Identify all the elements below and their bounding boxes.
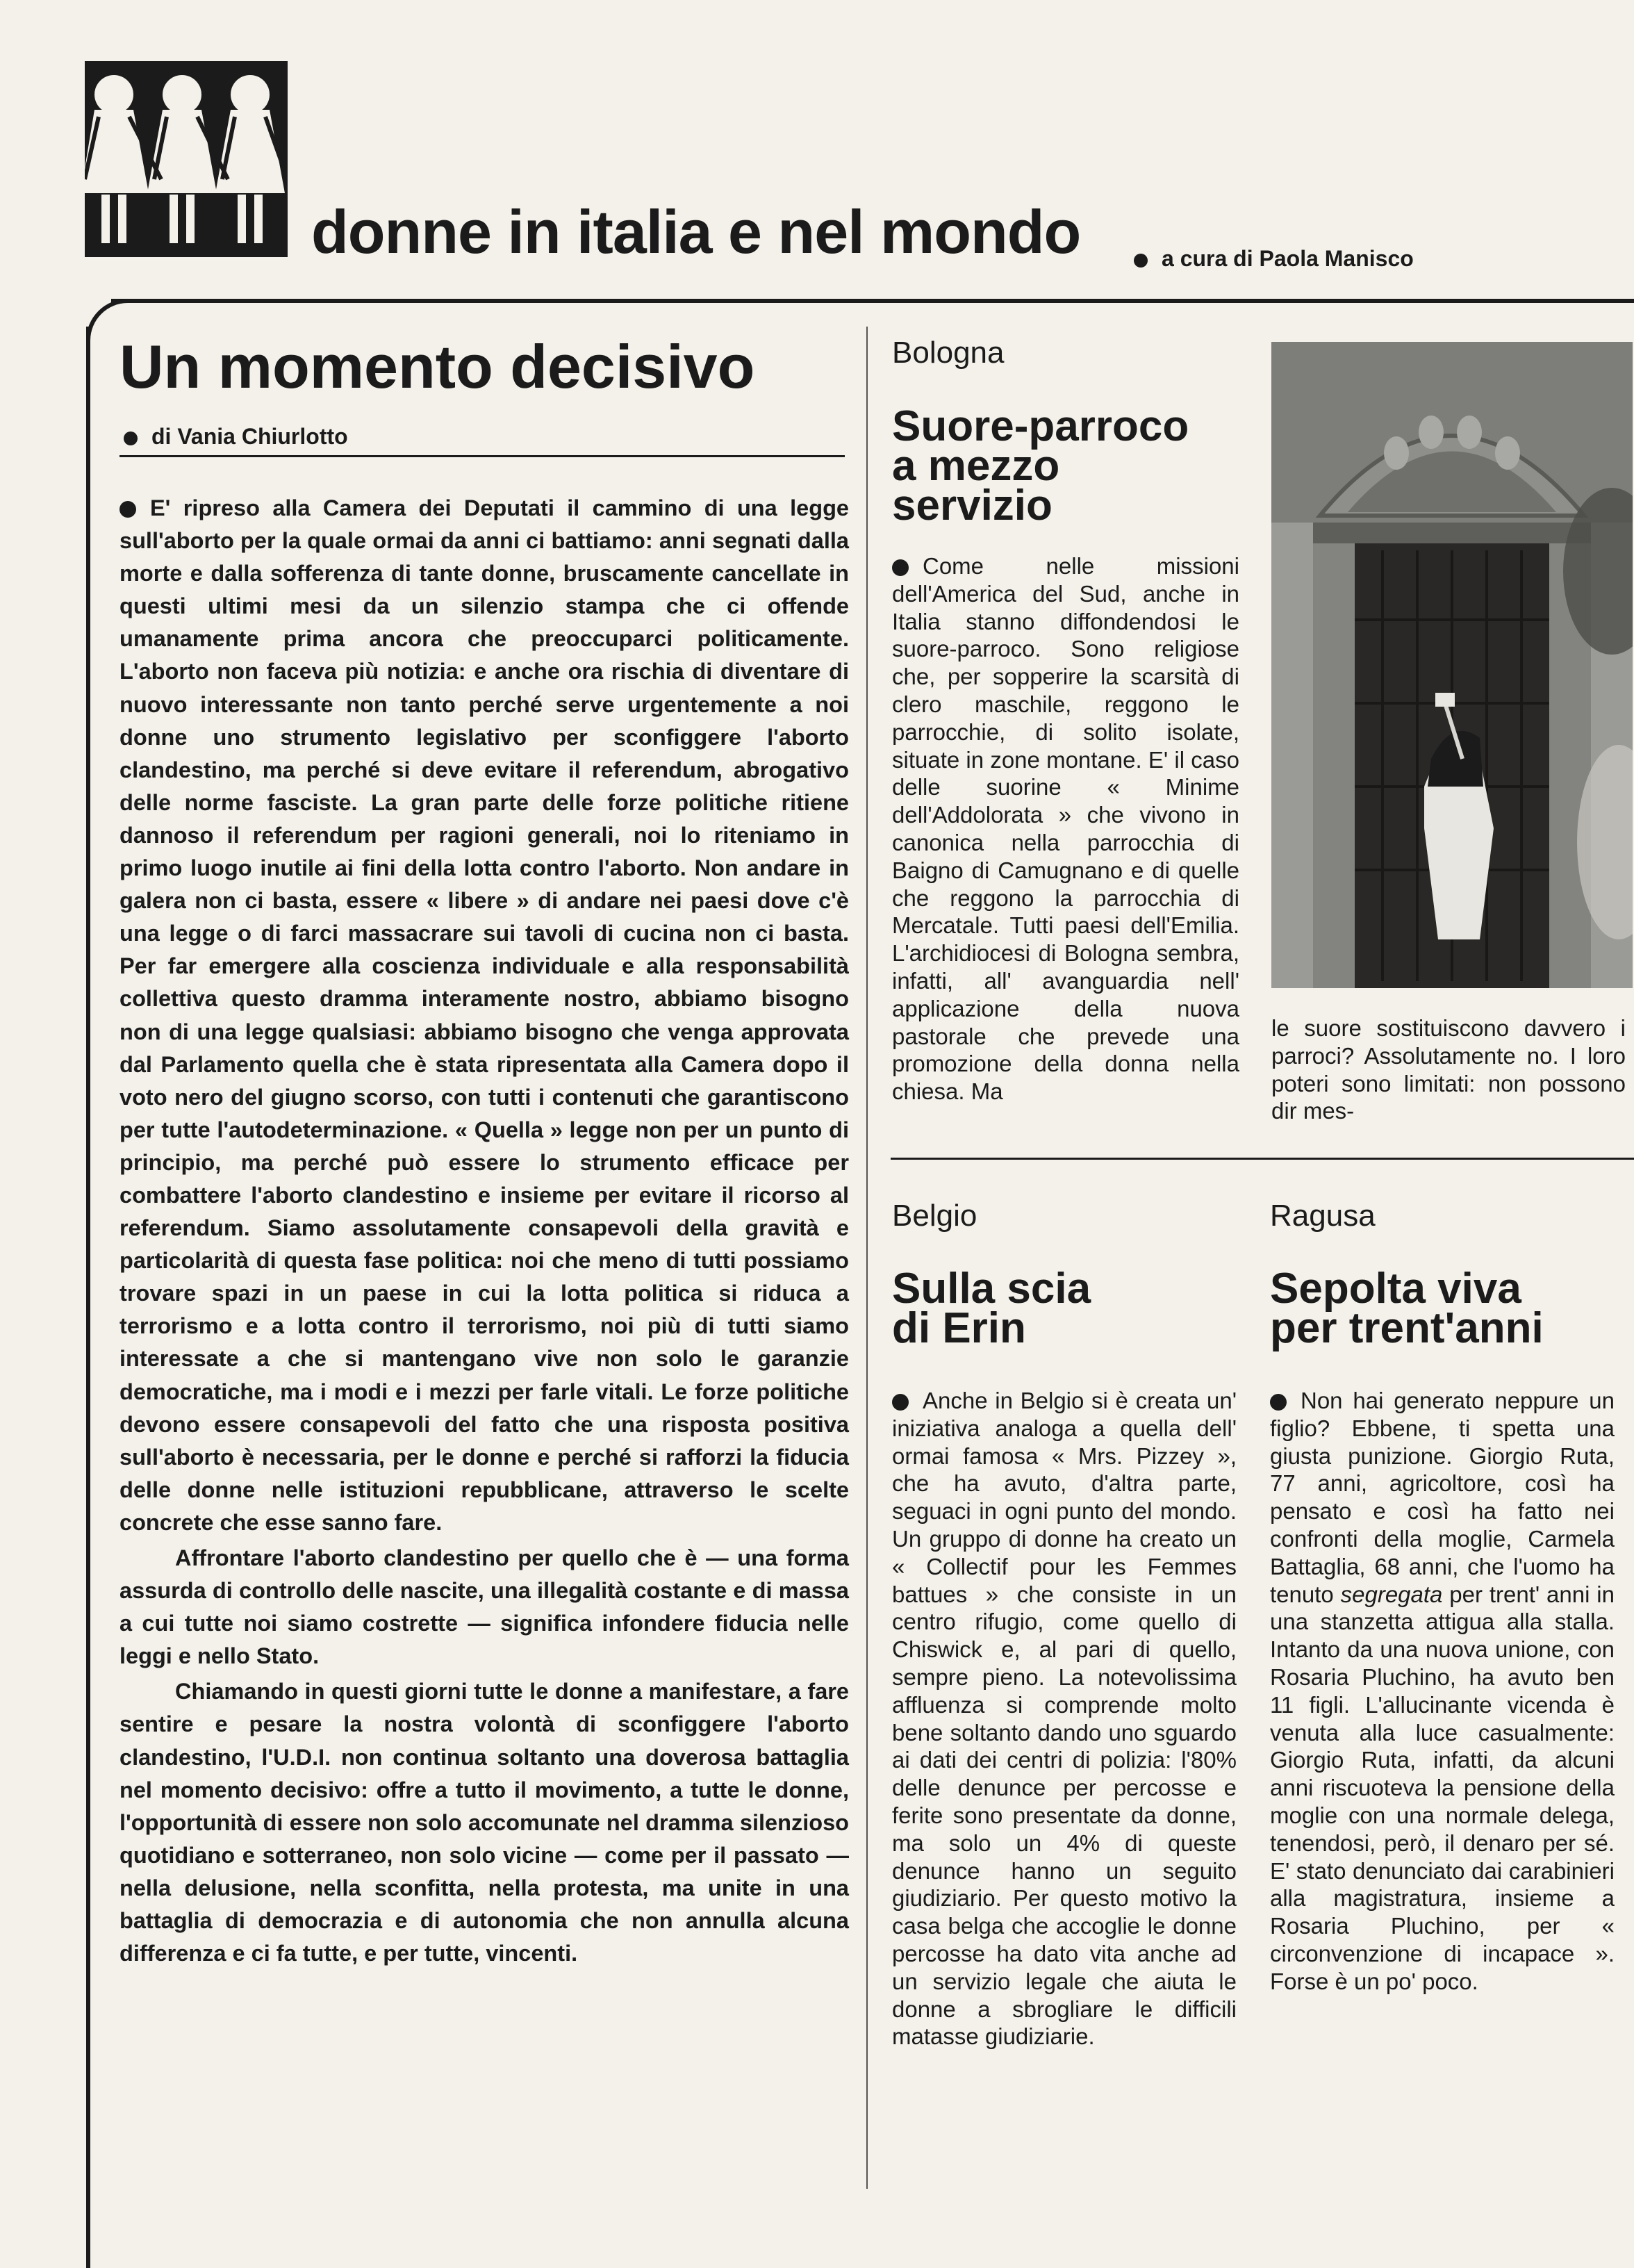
bologna-title-line: servizio: [892, 482, 1053, 529]
frame-left-rule: [86, 327, 90, 2268]
main-paragraph-3: Chiamando in questi giorni tutte le donne a manifestare, a fare sentire e pesare la nostra volontà di sconfiggere l'aborto clandestino, l'U.D.I. non continua soltanto una doverosa battaglia nel momento decisivo: offre a tutto il movimento, a tutte le donne, l'opportunità di essere non solo accomunate nel dramma silenzioso quotidiano e sotterraneo, non solo vicine — come per il passato — nella delusione, nella sconfitta, nella protesta, ma unite in una battaglia di democrazia e di autonomia che non annulla alcuna differenza e ci fa tutte, e per tutte, vincenti.: [119, 1679, 849, 1966]
bologna-place: Bologna: [892, 336, 1005, 370]
bullet-icon: [892, 1394, 909, 1411]
ragusa-body-text-end: per trent' anni in una stanzetta attigua alla stalla. Intanto da una nuova unione, con Rosaria Pluchino, ha avuto ben 11 figli. L'allucinante vicenda è venuta alla luce casualmente: Giorgio Ruta, infatti, da alcuni anni riscuoteva la pensione della moglie con una normale delega, tenendosi, però, il denaro per sé. E' stato denunciato dai carabinieri alla magistratura, insieme a Rosaria Pluchino, per « circonvenzione di incapace ». Forse è un po' poco.: [1270, 1581, 1615, 1994]
bologna-body-continued: [1271, 1014, 1626, 1125]
ragusa-body: [1270, 1387, 1615, 1996]
ragusa-title-line: per trent'anni: [1270, 1304, 1544, 1352]
editor-name: a cura di Paola Manisco: [1162, 246, 1414, 271]
side-section-divider: [891, 1158, 1634, 1160]
belgio-place: Belgio: [892, 1199, 977, 1233]
belgio-body-text: Anche in Belgio si è creata un' iniziativa analoga a quella dell' ormai famosa « Mrs. Pizzey », che ha avuto, d'altra parte, seguaci in ogni punto del mondo. Un gruppo di donne ha creato un « Collectif pour les Femmes battues » che consiste in un centro rifugio, come quello di Chiswick e, al pari di quello, sempre pieno. La notevolissima affluenza si comprende molto bene soltanto dando uno sguardo ai dati dei centri di polizia: l'80% delle denunce per percosse e ferite sono presentate da donne, ma solo un 4% di queste denunce hanno un seguito giudiziario. Per questo motivo la casa belga che accoglie le donne percosse ha dato vita anche ad un servizio legale che aiuta le donne a sbrogliare le difficili matasse giudiziarie.: [892, 1388, 1237, 2050]
bologna-body-text: Come nelle missioni dell'America del Sud, anche in Italia stanno diffondendosi le suore-parroco. Sono religiose che, per sopperire la scarsità di clero maschile, reggono le parrocchie, di solito isolate, situate in zone montane. E' il caso delle suorine « Minime dell'Addolorata » che vivono in canonica nella parrocchia di Baigno di Camugnano e di quelle che reggono la parrocchia di Mercatale. Tutti paesi dell'Emilia. L'archidiocesi di Bologna sembra, infatti, all' avanguardia nell' applicazione della nuova pastorale che prevede una promozione della donna nella chiesa. Ma: [892, 553, 1239, 1105]
bullet-icon: [1270, 1394, 1287, 1411]
bullet-icon: [119, 501, 136, 518]
bologna-body-continued-text: le suore sostituiscono davvero i parroci? Assolutamente no. I loro poteri sono limitati: non possono dir mes-: [1271, 1015, 1626, 1124]
bologna-title: [892, 402, 1253, 529]
main-article-byline: [124, 424, 348, 450]
main-article-body: [119, 492, 849, 1970]
bologna-title-line: a mezzo: [892, 442, 1060, 490]
section-title: donne in italia e nel mondo: [311, 197, 1081, 266]
nun-at-church-door-photo: [1271, 342, 1633, 988]
header-rule: [111, 299, 1634, 303]
main-paragraph-1-text: E' ripreso alla Camera dei Deputati il cammino di una legge sull'aborto per la quale ormai da anni ci battiamo: anni segnati dalla morte e dalla sofferenza di tante donne, bruscamente cancellate in questi ultimi mesi da un silenzio stampa che ci offende umanamente prima ancora che preoccuparci politicamente. L'aborto non faceva più notizia: e anche ora rischia di diventare di nuovo interessante non tanto perché serve urgentemente a noi donne uno strumento legislativo per sconfiggere l'aborto clandestino, ma perché si deve evitare il referendum, abrogativo delle norme fasciste. La gran parte delle forze politiche ritiene dannoso il referendum per ragioni generali, noi lo riteniamo in primo luogo inutile ai fini della lotta contro l'aborto. Non andare in galera non ci basta, essere « libere » di andare nei paesi dove c'è una legge o di farci massacrare sui tavoli di cucina non ci basta. Per far emergere alla coscienza individuale e alla responsabilità collettiva questo dramma interamente nostro, abbiamo bisogno non di una legge qualsiasi: abbiamo bisogno che venga approvata dal Parlamento quella che è stata ripresentata alla Camera dopo il voto nero del giugno scorso, con tutti i contenuti che garantiscono per tutte l'autodeterminazione. « Quella » legge non per un punto di principio, ma perché può essere lo strumento efficace per combattere l'aborto clandestino e insieme per evitare il ricorso al referendum. Siamo assolutamente consapevoli della gravità e particolarità di questa fase politica: noi che meno di tutti possiamo trovare spazi in un paese in cui la lotta politica si riduca a terrorismo e a lotta contro il terrorismo, noi più di tutti siamo interessate a che si mantengano vive non solo le garanzie democratiche, ma i modi e i mezzi per farle vitali. Le forze politiche devono essere consapevoli del fatto che una risposta positiva sull'aborto è necessaria, per le donne e perché si rafforzi la fiducia delle donne nelle istituzioni repubblicane, attraverso le scelte concrete che esse sanno fare.: [119, 495, 849, 1535]
bologna-title-line: Suore-parroco: [892, 402, 1189, 450]
ragusa-body-text: Non hai generato neppure un figlio? Ebbene, ti spetta una giusta punizione. Giorgio Ruta, 77 anni, agricoltore, così ha pensato e così ha fatto nei confronti della moglie, Carmela Battaglia, 68 anni, che l'uomo ha tenuto: [1270, 1388, 1615, 1607]
author-name: di Vania Chiurlotto: [151, 424, 348, 449]
bullet-icon: [892, 559, 909, 576]
main-article-title: Un momento decisivo: [119, 332, 755, 401]
belgio-body: [892, 1387, 1237, 2051]
bologna-body: [892, 552, 1239, 1106]
three-women-logo: [85, 61, 288, 257]
ragusa-body-italic: segregata: [1340, 1581, 1443, 1607]
belgio-title: [892, 1265, 1239, 1352]
section-editor: [1134, 246, 1414, 272]
byline-rule: [119, 455, 845, 457]
ragusa-place: Ragusa: [1270, 1199, 1376, 1233]
main-paragraph-2: Affrontare l'aborto clandestino per quello che è — una forma assurda di controllo delle nascite, una illegalità costante e di massa a cui tutte noi siamo costrette — significa infondere fiducia nelle leggi e nello Stato.: [119, 1545, 849, 1669]
column-divider: [866, 327, 868, 2189]
ragusa-title-line: Sepolta viva: [1270, 1265, 1521, 1313]
ragusa-title: [1270, 1265, 1631, 1352]
bullet-icon: [124, 432, 138, 445]
belgio-title-line: Sulla scia: [892, 1265, 1091, 1313]
main-paragraph-1: [119, 492, 849, 1539]
bullet-icon: [1134, 254, 1148, 268]
belgio-title-line: di Erin: [892, 1304, 1026, 1352]
